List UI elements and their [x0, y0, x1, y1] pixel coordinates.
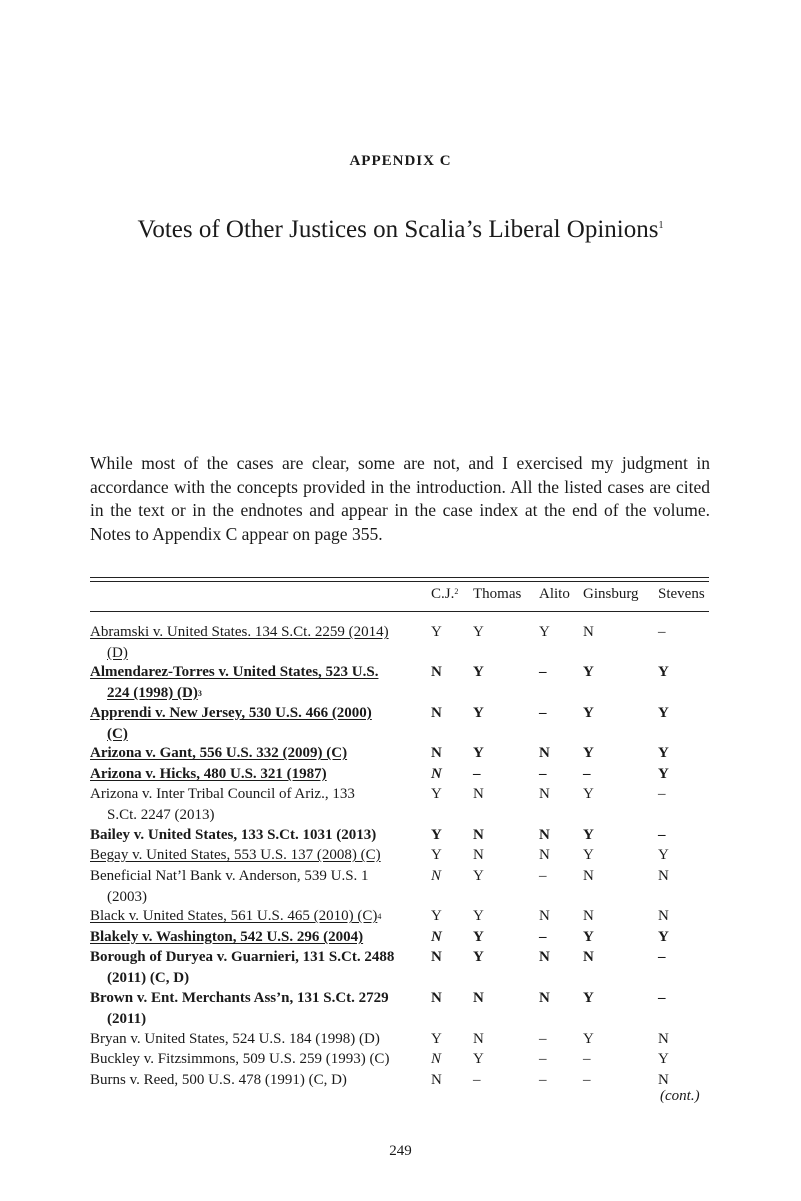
vote-stevens: Y	[658, 664, 669, 680]
vote-alito: –	[539, 868, 547, 884]
vote-alito: N	[539, 908, 550, 924]
vote-alito: –	[539, 766, 547, 782]
vote-alito: N	[539, 827, 550, 843]
case-name-line1: Bailey v. United States, 133 S.Ct. 1031 (2013)	[90, 827, 377, 843]
vote-stevens: –	[658, 949, 666, 965]
case-name-line2: (D)	[107, 644, 128, 661]
table-header-rule	[90, 611, 709, 612]
vote-stevens: Y	[658, 929, 669, 945]
vote-alito: N	[539, 990, 550, 1006]
case-name-line1: Beneficial Nat’l Bank v. Anderson, 539 U.S. 1	[90, 868, 369, 884]
intro-paragraph: While most of the cases are clear, some are not, and I exercised my judgment in accordance with the concepts provided in the introduction. All the listed cases are cited in the text or in the endnotes and appear in the case index at the end of the volume. Notes to Appendix C appear on page 355.	[90, 453, 710, 544]
case-name-line1: Borough of Duryea v. Guarnieri, 131 S.Ct. 2488	[90, 949, 395, 965]
vote-cj: Y	[431, 847, 442, 863]
vote-ginsburg: –	[583, 766, 591, 782]
case-name-continuation	[90, 887, 420, 908]
appendix-label: APPENDIX C	[349, 153, 452, 169]
case-name	[90, 825, 420, 846]
page-number: 249	[389, 1143, 412, 1159]
vote-thomas: N	[473, 990, 484, 1006]
vote-alito: –	[539, 664, 547, 680]
header-thomas: Thomas	[473, 586, 522, 602]
vote-cj: Y	[431, 786, 442, 802]
vote-thomas: Y	[473, 949, 484, 965]
vote-thomas: N	[473, 847, 484, 863]
case-name	[90, 743, 420, 764]
vote-ginsburg: Y	[583, 929, 594, 945]
vote-ginsburg: Y	[583, 664, 594, 680]
case-name-line1: Almendarez-Torres v. United States, 523 U.S.	[90, 664, 379, 680]
vote-stevens: Y	[658, 766, 669, 782]
case-name-line2: 224 (1998) (D)	[107, 684, 198, 701]
case-name-line1: Abramski v. United States. 134 S.Ct. 2259 (2014)	[90, 624, 389, 640]
vote-cj: Y	[431, 624, 442, 640]
vote-ginsburg: Y	[583, 786, 594, 802]
case-name-continuation	[90, 724, 420, 745]
case-name	[90, 703, 420, 744]
case-name	[90, 1029, 420, 1050]
header-cj	[431, 586, 458, 603]
vote-alito: N	[539, 949, 550, 965]
case-name-line1: Arizona v. Gant, 556 U.S. 332 (2009) (C)	[90, 745, 348, 761]
vote-ginsburg: N	[583, 949, 594, 965]
case-name-line2: (2003)	[107, 888, 147, 905]
vote-stevens: –	[658, 990, 666, 1006]
case-name-continuation	[90, 643, 420, 664]
case-name-line1: Arizona v. Inter Tribal Council of Ariz., 133	[90, 786, 355, 802]
case-name	[90, 1070, 420, 1091]
vote-ginsburg: N	[583, 908, 594, 924]
vote-stevens: –	[658, 624, 666, 640]
vote-cj: N	[431, 1051, 442, 1067]
title-footnote-marker: 1	[658, 220, 664, 231]
case-name-line2: (C)	[107, 725, 128, 742]
vote-stevens: –	[658, 786, 666, 802]
vote-cj: N	[431, 868, 442, 884]
case-name-line1: Burns v. Reed, 500 U.S. 478 (1991) (C, D)	[90, 1072, 347, 1088]
vote-alito: Y	[539, 624, 550, 640]
case-name-line1: Bryan v. United States, 524 U.S. 184 (1998) (D)	[90, 1031, 380, 1047]
vote-ginsburg: –	[583, 1051, 591, 1067]
vote-thomas: N	[473, 1031, 484, 1047]
vote-alito: –	[539, 1051, 547, 1067]
vote-stevens: –	[658, 827, 666, 843]
vote-ginsburg: N	[583, 624, 594, 640]
case-footnote-marker: 4	[377, 912, 382, 921]
vote-stevens: N	[658, 908, 669, 924]
vote-stevens: Y	[658, 745, 669, 761]
vote-alito: –	[539, 1031, 547, 1047]
case-footnote-marker: 3	[197, 688, 202, 698]
vote-stevens: Y	[658, 1051, 669, 1067]
vote-cj: N	[431, 949, 442, 965]
case-name-line1: Blakely v. Washington, 542 U.S. 296 (2004)	[90, 929, 364, 945]
header-ginsburg: Ginsburg	[583, 586, 639, 602]
vote-thomas: Y	[473, 929, 484, 945]
case-name	[90, 662, 420, 703]
case-name	[90, 988, 420, 1029]
case-name	[90, 784, 420, 825]
table-top-rule-double	[90, 581, 709, 582]
vote-thomas: N	[473, 786, 484, 802]
vote-ginsburg: –	[583, 1072, 591, 1088]
vote-thomas: Y	[473, 745, 484, 761]
vote-ginsburg: Y	[583, 705, 594, 721]
vote-ginsburg: Y	[583, 990, 594, 1006]
vote-stevens: N	[658, 1031, 669, 1047]
vote-alito: N	[539, 847, 550, 863]
case-name	[90, 764, 420, 785]
vote-stevens: N	[658, 1072, 669, 1088]
vote-thomas: –	[473, 1072, 481, 1088]
case-name-continuation	[90, 968, 420, 989]
vote-cj: N	[431, 664, 442, 680]
vote-cj: Y	[431, 827, 442, 843]
case-name-line1: Begay v. United States, 553 U.S. 137 (2008) (C)	[90, 847, 381, 863]
vote-ginsburg: Y	[583, 1031, 594, 1047]
vote-thomas: Y	[473, 624, 484, 640]
vote-stevens: N	[658, 868, 669, 884]
page-title	[0, 216, 801, 244]
vote-stevens: Y	[658, 705, 669, 721]
vote-stevens: Y	[658, 847, 669, 863]
vote-alito: –	[539, 1072, 547, 1088]
vote-cj: N	[431, 766, 442, 782]
case-name	[90, 866, 420, 907]
vote-cj: N	[431, 705, 442, 721]
case-name-continuation	[90, 1009, 420, 1030]
vote-cj: N	[431, 929, 442, 945]
header-cj-label: C.J.	[431, 586, 455, 602]
header-stevens: Stevens	[658, 586, 705, 602]
vote-cj: N	[431, 1072, 442, 1088]
vote-alito: –	[539, 705, 547, 721]
vote-alito: –	[539, 929, 547, 945]
case-name	[90, 947, 420, 988]
case-name-line1: Black v. United States, 561 U.S. 465 (2010) (C)	[90, 908, 378, 924]
case-name-continuation	[90, 683, 420, 704]
vote-thomas: Y	[473, 908, 484, 924]
case-name-line2: S.Ct. 2247 (2013)	[107, 806, 215, 823]
case-name-line1: Buckley v. Fitzsimmons, 509 U.S. 259 (1993) (C)	[90, 1051, 390, 1067]
vote-ginsburg: Y	[583, 827, 594, 843]
vote-thomas: Y	[473, 1051, 484, 1067]
case-name	[90, 622, 420, 663]
vote-thomas: Y	[473, 705, 484, 721]
case-name	[90, 927, 420, 948]
vote-thomas: N	[473, 827, 484, 843]
case-name	[90, 1049, 420, 1070]
vote-thomas: Y	[473, 664, 484, 680]
case-name	[90, 845, 420, 866]
vote-thomas: Y	[473, 868, 484, 884]
vote-cj: N	[431, 990, 442, 1006]
case-name-line1: Apprendi v. New Jersey, 530 U.S. 466 (2000)	[90, 705, 372, 721]
case-name-line2: (2011) (C, D)	[107, 969, 190, 986]
table-top-rule	[90, 577, 709, 578]
vote-ginsburg: Y	[583, 847, 594, 863]
vote-alito: N	[539, 745, 550, 761]
case-name-continuation	[90, 805, 420, 826]
case-name	[90, 906, 420, 927]
case-name-line1: Arizona v. Hicks, 480 U.S. 321 (1987)	[90, 766, 327, 782]
case-name-line1: Brown v. Ent. Merchants Ass’n, 131 S.Ct. 2729	[90, 990, 389, 1006]
vote-cj: Y	[431, 908, 442, 924]
continued-label: (cont.)	[660, 1088, 700, 1104]
vote-cj: Y	[431, 1031, 442, 1047]
vote-ginsburg: N	[583, 868, 594, 884]
header-alito: Alito	[539, 586, 570, 602]
vote-ginsburg: Y	[583, 745, 594, 761]
title-text: Votes of Other Justices on Scalia’s Liberal Opinions	[137, 216, 659, 243]
header-cj-footnote: 2	[454, 587, 459, 596]
vote-thomas: –	[473, 766, 481, 782]
vote-alito: N	[539, 786, 550, 802]
case-name-line2: (2011)	[107, 1010, 147, 1027]
vote-cj: N	[431, 745, 442, 761]
